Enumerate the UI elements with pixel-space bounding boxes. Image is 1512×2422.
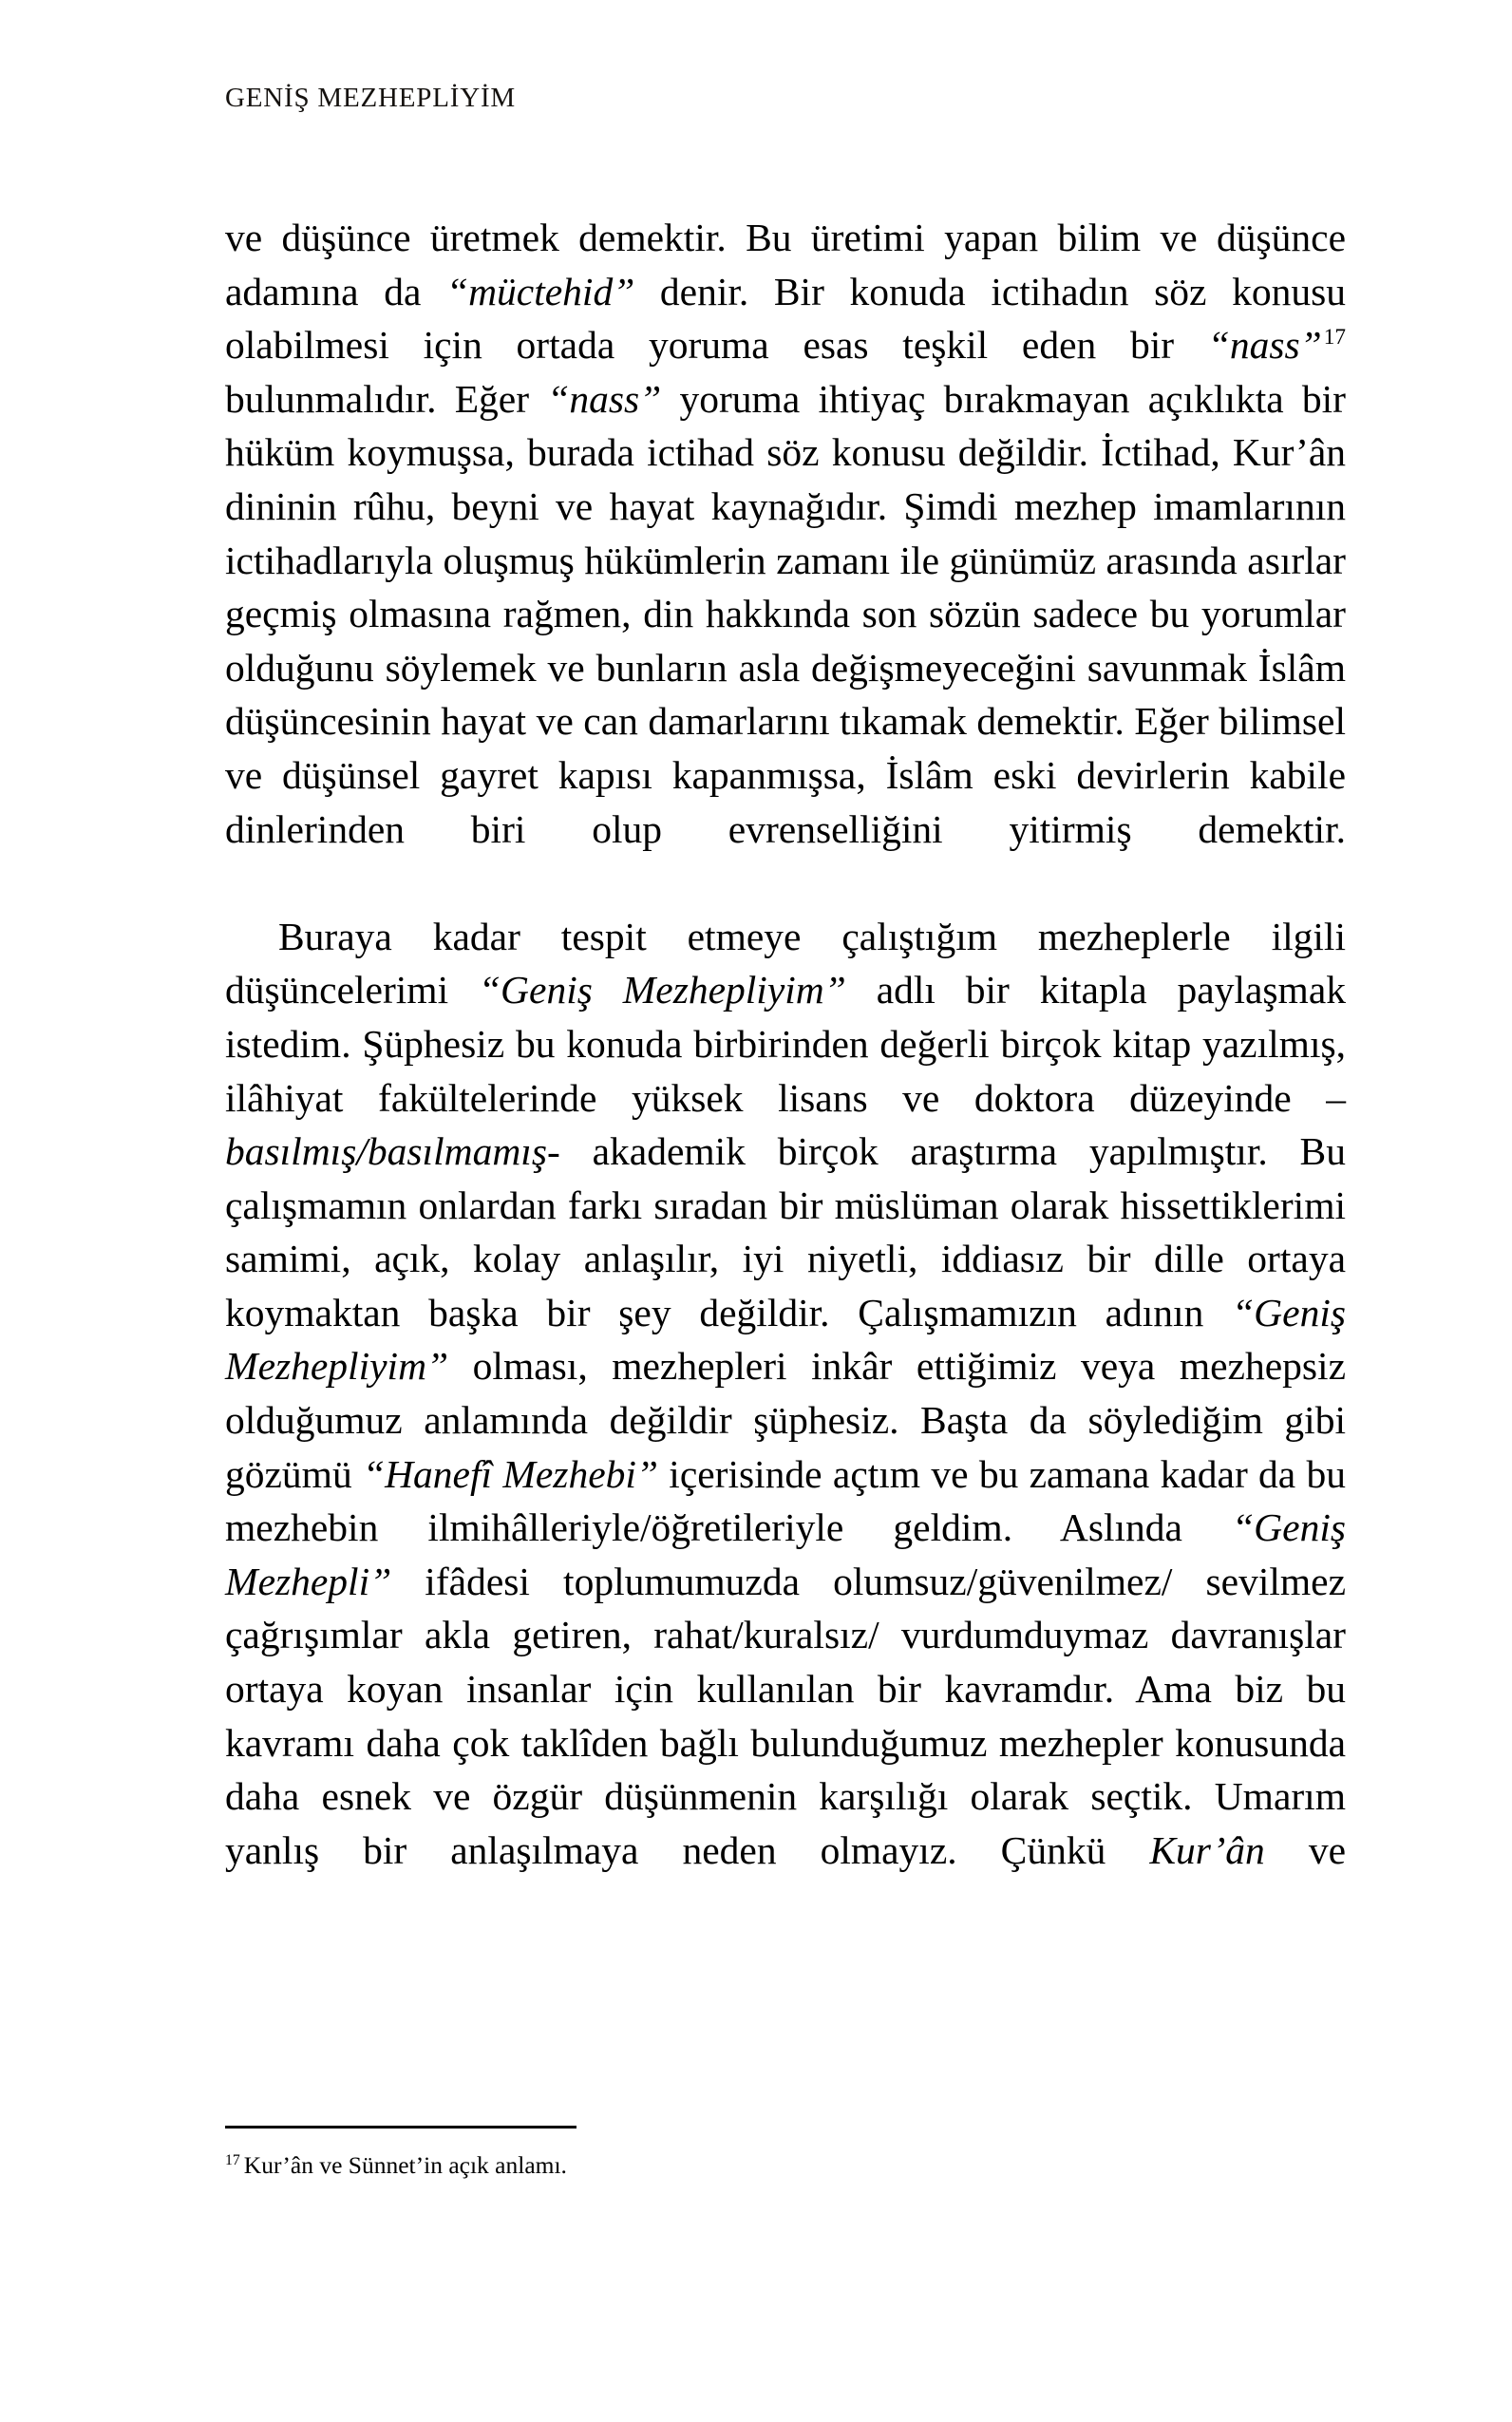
text-run: Buraya kadar tespit etmeye çalıştığım mezheplerle ilgili düşüncelerimi: [225, 914, 1346, 1012]
running-head: GENİŞ MEZHEPLİYİM: [225, 83, 516, 113]
text-run: olması, mezhepleri inkâr ettiğimiz veya mezhepsiz olduğumuz anlamında değildir şüphesiz. Başta da söylediğim gibi gözümü: [225, 1344, 1346, 1496]
footnote-marker: 17: [225, 2151, 240, 2168]
text-run: denir. Bir konuda ictihadın söz konusu olabilmesi için ortada yoruma esas teşkil eden bir: [225, 269, 1347, 368]
text-run: yoruma ihtiyaç bırakmayan açıklıkta bir hüküm koymuşsa, burada ictihad söz konusu değildir. İctihad, Kur’ân dininin rûhu, beyni ve hayat kaynağıdır. Şimdi mezhep imamlarının ictihadlarıyla oluşmuş hükümlerin zamanı ile günümüz arasında asırlar geçmiş olmasına rağmen, din hakkında son sözün sadece bu yorumlar olduğunu söylemek ve bunların asla değişmeyeceğini savunmak İslâm düşüncesinin hayat ve can damarlarını tıkamak demektir. Eğer bilimsel ve düşünsel gayret kapısı kapanmışsa, İslâm eski devirlerin kabile dinlerinden biri olup evrenselliğini yitirmiş demektir.: [225, 376, 1346, 851]
italic-run: “Hanefî Mezhebi”: [363, 1451, 658, 1496]
paragraph-1: [225, 211, 1346, 910]
text-run: ve düşünce üretmek demektir. Bu üretimi yapan bilim ve düşünce adamına da: [225, 216, 1346, 313]
footnote-area: [225, 2126, 1346, 2182]
italic-run: Kur’ân: [1149, 1827, 1265, 1872]
footnote-reference[interactable]: 17: [1323, 325, 1346, 350]
italic-run: “nass”: [1207, 323, 1322, 368]
text-run: bulunmalıdır. Eğer: [225, 376, 548, 421]
footnote-item: [225, 2149, 1346, 2182]
italic-run: “Geniş Mezhepliyim”: [478, 968, 846, 1012]
footnote-list: [225, 2149, 1346, 2182]
italic-run: “Geniş Mezhepli”: [225, 1505, 1346, 1603]
italic-run: “Geniş Mezhepliyim”: [225, 1290, 1346, 1389]
text-run: ifâdesi toplumumuzda olumsuz/güvenilmez/ sevilmez çağrışımlar akla getiren, rahat/kuralsız/ vurdumduymaz davranışlar ortaya koyan insanlar için kullanılan bir kavramdır. Ama biz bu kavramı daha çok taklîden bağlı bulunduğumuz mezhepler konusunda daha esnek ve özgür düşünmenin karşılığı olarak seçtik. Umarım yanlış bir anlaşılmaya neden olmayız. Çünkü: [225, 1559, 1346, 1872]
body-text-column: [225, 211, 1346, 1931]
italic-run: “müctehid”: [446, 269, 635, 313]
italic-run: –basılmış/basılmamış-: [225, 1075, 1346, 1174]
text-run: içerisinde açtım ve bu zamana kadar da bu mezhebin ilmihâlleriyle/öğretileriyle geldim. Aslında: [225, 1451, 1347, 1550]
italic-run: “nass”: [547, 376, 662, 421]
footnote-text: Kur’ân ve Sünnet’in açık anlamı.: [243, 2151, 567, 2179]
text-run: adlı bir kitapla paylaşmak istedim. Şüphesiz bu konuda birbirinden değerli birçok kitap yazılmış, ilâhiyat fakültelerinde yüksek lisans ve doktora düzeyinde: [225, 968, 1346, 1120]
footnote-separator-rule: [225, 2126, 576, 2129]
text-run: akademik birçok araştırma yapılmıştır. Bu çalışmamın onlardan farkı sıradan bir müslüman olarak hissettiklerimi samimi, açık, kolay anlaşılır, iyi niyetli, iddiasız bir dille ortaya koymaktan başka bir şey değildir. Çalışmamızın adının: [225, 1129, 1346, 1334]
paragraph-2: [225, 910, 1346, 1931]
text-run: ve: [1264, 1827, 1346, 1872]
